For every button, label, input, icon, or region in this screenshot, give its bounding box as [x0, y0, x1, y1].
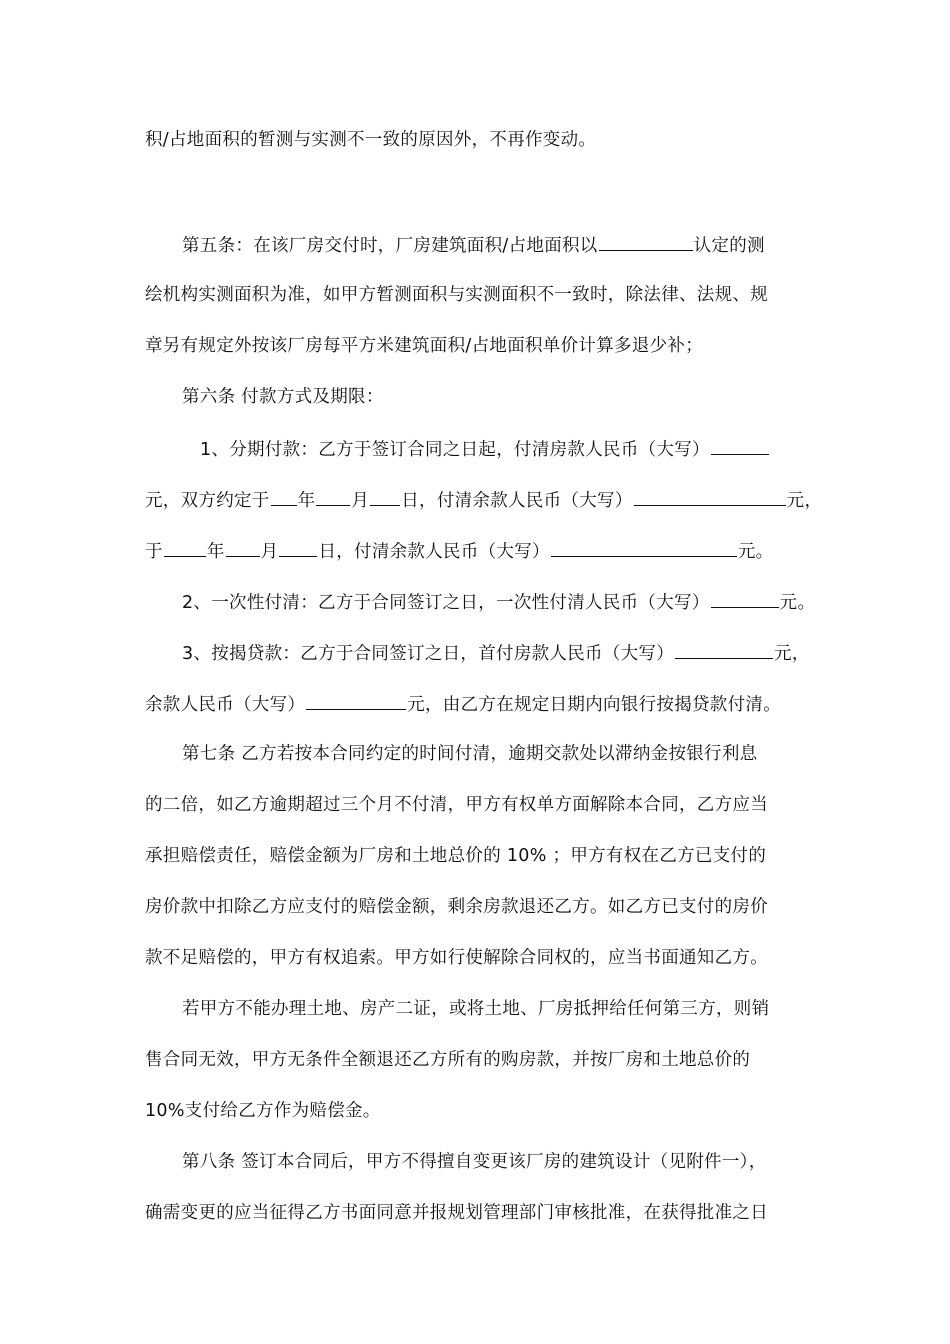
installment-line-1: 1、分期付款：乙方于签订合同之日起，付清房款人民币（大写）	[200, 436, 770, 462]
article-5-line-3: 章另有规定外按该厂房每平方米建筑面积/占地面积单价计算多退少补；	[145, 336, 703, 356]
blank-field[interactable]	[370, 487, 400, 506]
mortgage-line-2: 余款人民币（大写） 元，由乙方在规定日期内向银行按揭贷款付清。	[145, 691, 781, 717]
article-8-line-1: 第八条 签订本合同后，甲方不得擅自变更该厂房的建筑设计（见附件一），	[182, 1152, 767, 1172]
blank-field[interactable]	[271, 487, 297, 506]
paragraph-line: 积/占地面积的暂测与实测不一致的原因外，不再作变动。	[145, 130, 597, 150]
blank-field[interactable]	[279, 538, 317, 557]
blank-field[interactable]	[306, 691, 406, 710]
article-8-line-2: 确需变更的应当征得乙方书面同意并报规划管理部门审核批准，在获得批准之日	[145, 1203, 768, 1223]
blank-field[interactable]	[164, 538, 206, 557]
blank-field[interactable]	[675, 640, 773, 659]
blank-field[interactable]	[634, 487, 786, 506]
clause-line-1: 若甲方不能办理土地、房产二证，或将土地、厂房抵押给任何第三方，则销	[182, 999, 770, 1019]
article-7-line-2: 的二倍，如乙方逾期超过三个月不付清，甲方有权单方面解除本合同，乙方应当	[145, 795, 768, 815]
blank-field[interactable]	[316, 487, 350, 506]
mortgage-line-1: 3、按揭贷款：乙方于合同签订之日，首付房款人民币（大写） 元，	[182, 640, 810, 666]
installment-line-3: 于 年 月 日，付清余款人民币（大写） 元。	[145, 538, 773, 564]
article-7-line-5: 款不足赔偿的，甲方有权追索。甲方如行使解除合同权的，应当书面通知乙方。	[145, 948, 768, 968]
blank-field[interactable]	[711, 589, 779, 608]
article-6-title: 第六条 付款方式及期限：	[182, 387, 384, 407]
clause-line-2: 售合同无效，甲方无条件全额退还乙方所有的购房款，并按厂房和土地总价的	[145, 1050, 751, 1070]
clause-line-3: 10%支付给乙方作为赔偿金。	[145, 1101, 381, 1121]
blank-field[interactable]	[711, 436, 769, 455]
article-7-line-3: 承担赔偿责任，赔偿金额为厂房和土地总价的 10% ；甲方有权在乙方已支付的	[145, 846, 767, 866]
article-7-line-1: 第七条 乙方若按本合同约定的时间付清，逾期交款处以滞纳金按银行利息	[182, 744, 758, 764]
blank-field[interactable]	[599, 232, 693, 251]
article-5-line-2: 绘机构实测面积为准，如甲方暂测面积与实测面积不一致时，除法律、法规、规	[145, 285, 768, 305]
article-5-line-1: 第五条：在该厂房交付时，厂房建筑面积/占地面积以 认定的测	[182, 232, 765, 258]
lump-sum-line: 2、一次性付清：乙方于合同签订之日，一次性付清人民币（大写） 元。	[182, 589, 815, 615]
article-7-line-4: 房价款中扣除乙方应支付的赔偿金额，剩余房款退还乙方。如乙方已支付的房价	[145, 897, 768, 917]
blank-field[interactable]	[226, 538, 260, 557]
installment-line-2: 元，双方约定于 年 月 日，付清余款人民币（大写） 元，	[145, 487, 822, 513]
blank-field[interactable]	[551, 538, 737, 557]
